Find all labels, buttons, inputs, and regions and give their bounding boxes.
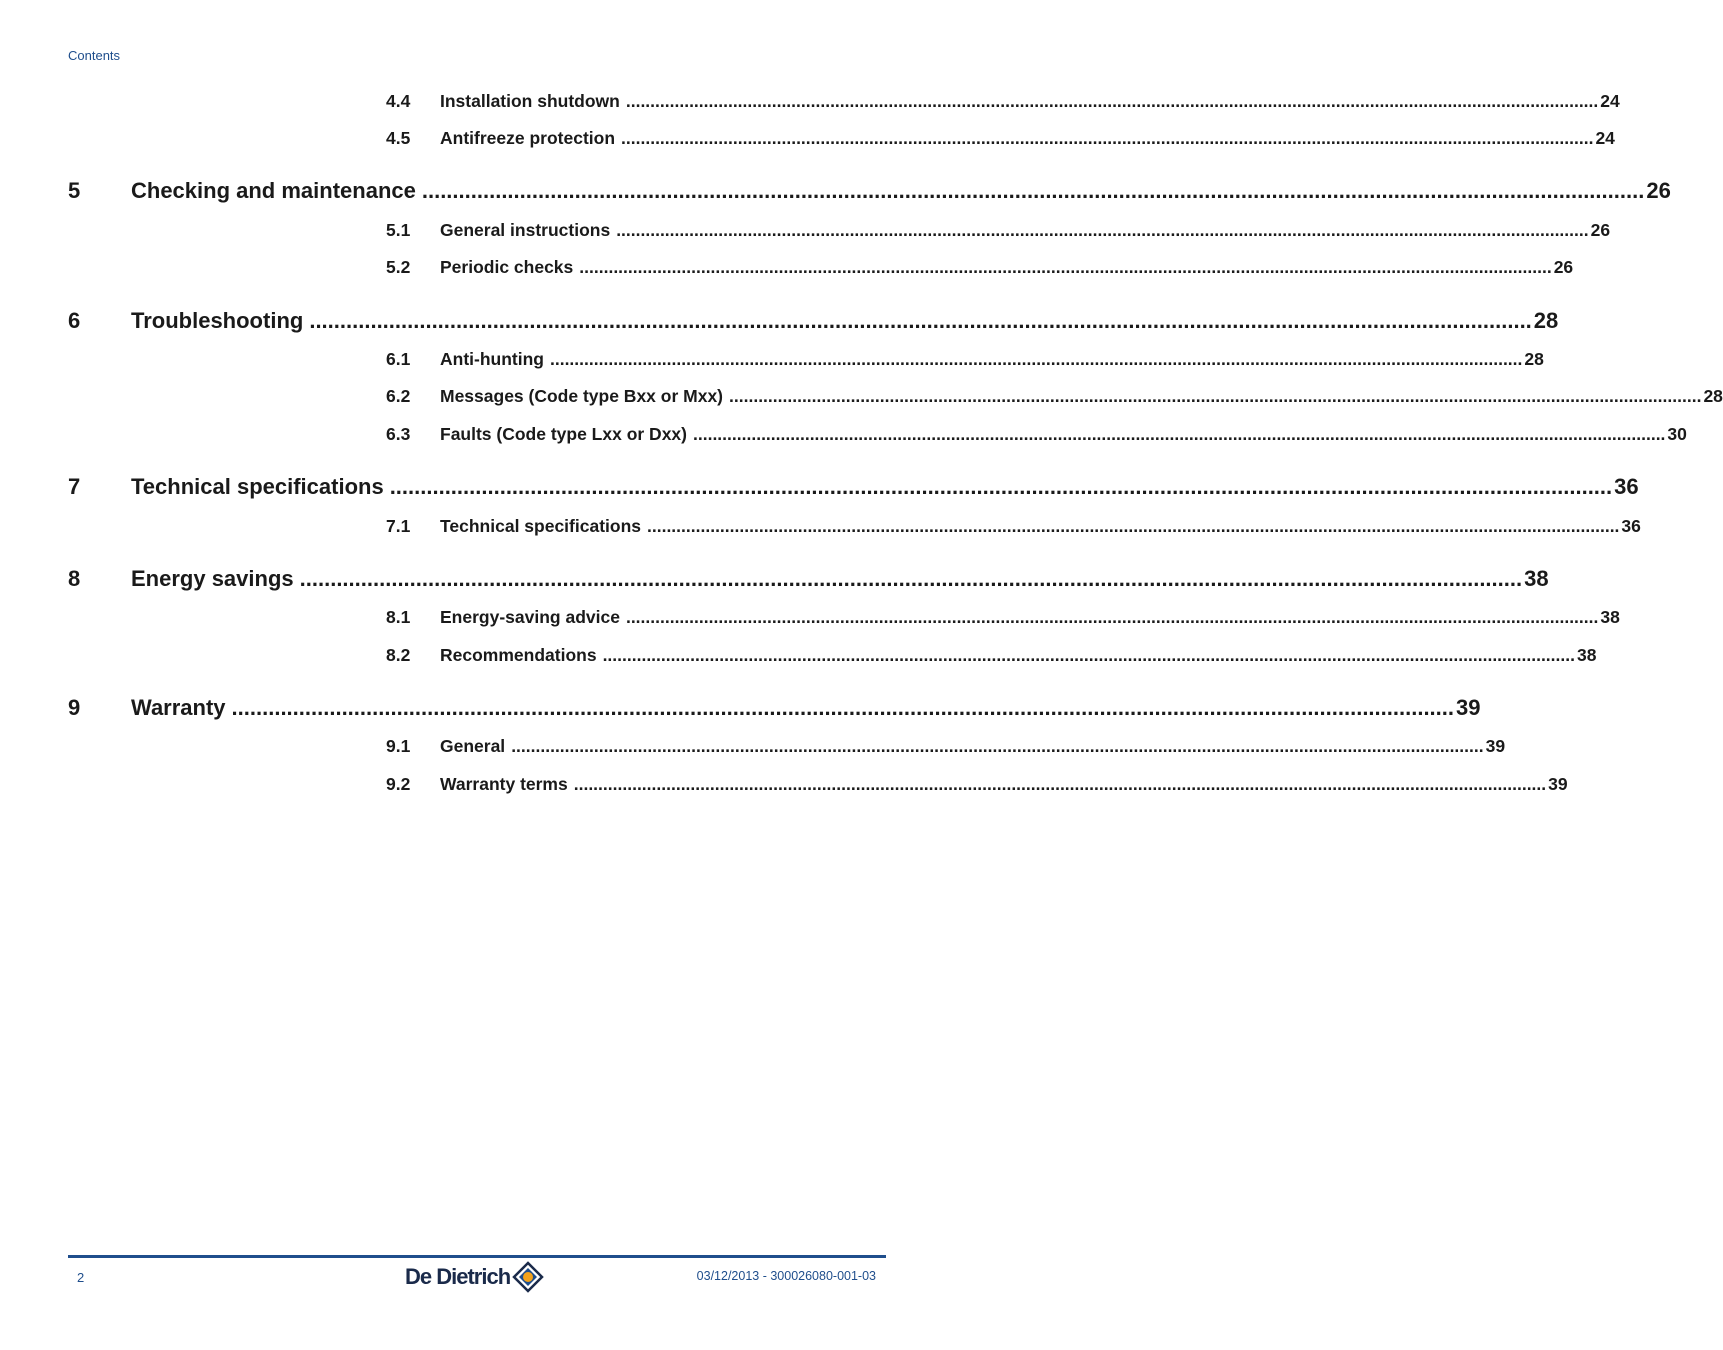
toc-entry[interactable] [386,386,1723,407]
dot-leader: ........................................................................................................................................................................................................ [573,774,1547,794]
toc-chapter-page: 39 [1456,695,1481,720]
dot-leader: ........................................................................................................................................................................................................ [511,736,1484,756]
toc-entry-title: General [440,736,506,756]
toc-entry-number: 5.2 [386,257,411,277]
dot-leader: ........................................................................................................................................................................................................ [729,386,1702,406]
toc-entry-title: Antifreeze protection [440,128,616,148]
toc-entry[interactable] [386,774,1568,795]
toc-entry-title: Installation shutdown [440,91,620,111]
toc-chapter-page: 26 [1646,178,1671,203]
dot-leader: ........................................................................................................................................................................................................ [421,178,1645,203]
toc-entry-page: 28 [1524,349,1544,369]
toc-entry-title: Anti-hunting [440,349,544,369]
diamond-logo-icon [512,1261,544,1293]
toc-entry-number: 6.2 [386,386,411,406]
toc-entry[interactable] [386,736,1506,757]
toc-entry-number: 8.2 [386,645,411,665]
toc-chapter-title: Energy savings [131,566,294,591]
toc-chapter-page: 36 [1614,474,1639,499]
toc-chapter-number: 9 [68,695,81,720]
dot-leader: ........................................................................................................................................................................................................ [616,220,1589,240]
toc-entry-page: 26 [1553,257,1574,277]
toc-entry[interactable] [386,516,1641,537]
running-header: Contents [68,48,121,63]
toc-chapter-number: 8 [68,566,81,591]
brand-name: De Dietrich [405,1264,511,1289]
footer-page-number: 2 [77,1270,85,1285]
toc-entry-title: Faults (Code type Lxx or Dxx) [440,424,687,444]
toc-entry-page: 39 [1485,736,1506,756]
dot-leader: ........................................................................................................................................................................................................ [579,257,1552,277]
dot-leader: ........................................................................................................................................................................................................ [693,424,1666,444]
toc-entry[interactable] [386,128,1615,149]
toc-entry-number: 9.2 [386,774,411,794]
toc-chapter-number: 5 [68,178,81,203]
dot-leader: ........................................................................................................................................................................................................ [625,607,1599,627]
toc-entry[interactable] [386,349,1544,370]
dot-leader: ........................................................................................................................................................................................................ [549,349,1523,369]
toc-chapter-number: 6 [68,308,81,333]
toc-chapter-title: Warranty [131,695,226,720]
toc-entry-page: 28 [1703,386,1723,406]
toc-chapter-page: 28 [1533,308,1559,333]
toc-entry-page: 24 [1595,128,1615,148]
toc-entry-number: 8.1 [386,607,411,627]
toc-entry[interactable] [386,91,1620,112]
toc-entry-number: 7.1 [386,516,411,536]
toc-entry-number: 4.4 [386,91,411,111]
brand-logo [405,1260,544,1294]
toc-entry-number: 6.3 [386,424,411,444]
dot-leader: ........................................................................................................................................................................................................ [309,308,1532,333]
toc-chapter[interactable] [68,178,1671,204]
toc-entry-title: Periodic checks [440,257,574,277]
toc-entry[interactable] [386,645,1597,666]
toc-chapter-title: Checking and maintenance [131,178,416,203]
toc-chapter-page: 38 [1524,566,1549,591]
toc-chapter-title: Troubleshooting [131,308,304,333]
toc-chapter-number: 7 [68,474,81,499]
toc-entry-number: 5.1 [386,220,411,240]
toc-entry-page: 30 [1667,424,1687,444]
toc-entry-number: 6.1 [386,349,411,369]
toc-entry[interactable] [386,220,1611,241]
toc-chapter[interactable] [68,308,1559,334]
toc-entry-title: Recommendations [440,645,597,665]
toc-chapter[interactable] [68,566,1549,592]
dot-leader: ........................................................................................................................................................................................................ [625,91,1599,111]
toc-entry-number: 9.1 [386,736,411,756]
toc-entry[interactable] [386,424,1687,445]
toc-chapter-title: Technical specifications [131,474,384,499]
dot-leader: ........................................................................................................................................................................................................ [621,128,1594,148]
dot-leader: ........................................................................................................................................................................................................ [299,566,1523,591]
toc-entry-page: 38 [1600,607,1620,627]
dot-leader: ........................................................................................................................................................................................................ [647,516,1620,536]
toc-entry-title: Warranty terms [440,774,568,794]
toc-entry-page: 38 [1576,645,1597,665]
toc-chapter[interactable] [68,474,1639,500]
dot-leader: ........................................................................................................................................................................................................ [602,645,1575,665]
toc-entry-page: 39 [1548,774,1568,794]
toc-entry-page: 24 [1600,91,1620,111]
toc-entry-number: 4.5 [386,128,411,148]
footer-rule [68,1255,886,1258]
toc-entry-title: Messages (Code type Bxx or Mxx) [440,386,724,406]
toc-entry-page: 36 [1621,516,1641,536]
toc-entry-title: Energy-saving advice [440,607,620,627]
toc-entry-page: 26 [1590,220,1611,240]
dot-leader: ........................................................................................................................................................................................................ [231,695,1455,720]
dot-leader: ........................................................................................................................................................................................................ [389,474,1613,499]
toc-entry-title: Technical specifications [440,516,641,536]
toc-entry[interactable] [386,607,1620,628]
document-reference: 03/12/2013 - 300026080-001-03 [696,1269,876,1283]
toc-entry-title: General instructions [440,220,611,240]
toc-entry[interactable] [386,257,1574,278]
toc-chapter[interactable] [68,695,1481,721]
